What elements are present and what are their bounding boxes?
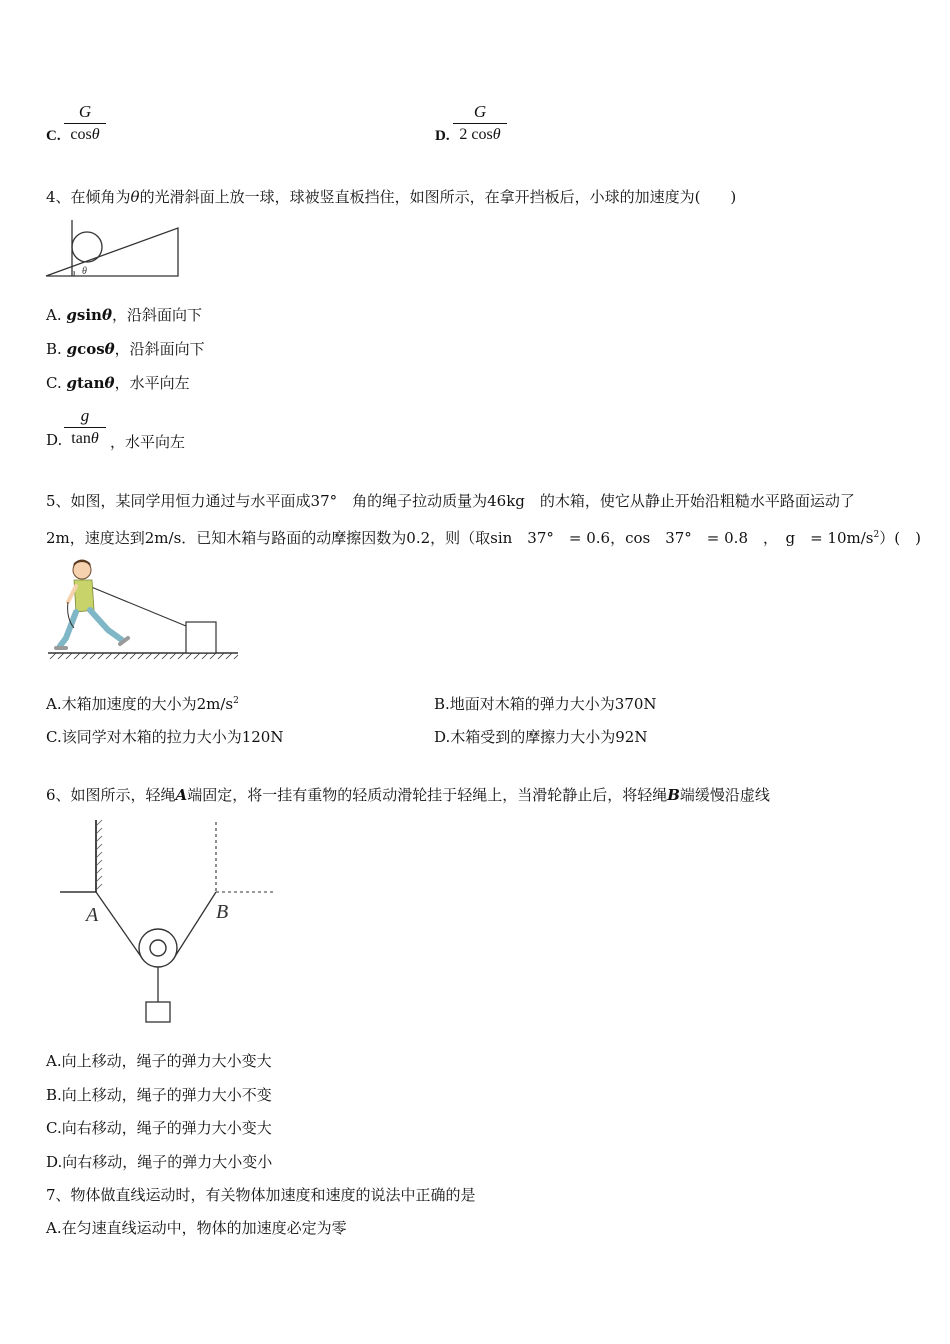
q6-stem [46, 784, 770, 805]
option-label: A. [46, 306, 67, 324]
q5-stem-line1: 5、如图，某同学用恒力通过与水平面成37° 角的绳子拉动质量为46kg 的木箱，使它从静止开始沿粗糙水平路面运动了 [46, 492, 855, 510]
q4-d-numerator: g [80, 406, 90, 425]
q3-c-denominator: cos [70, 126, 92, 143]
q5-option-d[interactable]: D.木箱受到的摩擦力大小为92N [434, 728, 648, 746]
q6-pulley-figure [58, 818, 280, 1028]
q6-option-a[interactable]: A.向上移动，绳子的弹力大小变大 [46, 1052, 272, 1070]
q4-stem-part1: 4、在倾角为 [46, 188, 131, 206]
q7-stem: 7、物体做直线运动时，有关物体加速度和速度的说法中正确的是 [46, 1186, 476, 1204]
option-text: ，沿斜面向下 [111, 306, 202, 324]
q6-stem-part3: 端缓慢沿虚线 [679, 786, 770, 804]
q3-option-d-label: D. [435, 128, 450, 144]
q6-option-c[interactable]: C.向右移动，绳子的弹力大小变大 [46, 1119, 272, 1137]
q6-stem-part2: 端固定，将一挂有重物的轻质动滑轮挂于轻绳上，当滑轮静止后，将轻绳 [187, 786, 668, 804]
q4-stem [46, 186, 736, 207]
label-A: A [175, 786, 188, 804]
math-fn: cos [77, 340, 105, 358]
q3-option-c-fraction [64, 102, 106, 145]
q6-stem-part1: 6、如图所示，轻绳 [46, 786, 176, 804]
math-g: g [66, 306, 77, 324]
q4-incline-figure [44, 216, 184, 280]
q5-option-a[interactable] [46, 693, 239, 714]
q7-option-a[interactable]: A.在匀速直线运动中，物体的加速度必定为零 [46, 1219, 347, 1237]
option-text: A.木箱加速度的大小为2m/s [46, 695, 234, 713]
q3-c-numerator: G [78, 102, 92, 121]
q4-stem-part2: 的光滑斜面上放一球，球被竖直板挡住，如图所示，在拿开挡板后，小球的加速度为( ) [139, 188, 737, 206]
theta-symbol: θ [104, 374, 115, 392]
q5-line2-end: ）( ) [879, 529, 921, 547]
q6-option-b[interactable]: B.向上移动，绳子的弹力大小不变 [46, 1086, 272, 1104]
math-fn: tan [76, 374, 105, 392]
math-fn: sin [76, 306, 102, 324]
q5-stem-line2 [46, 527, 921, 548]
q3-d-numerator: G [473, 102, 487, 121]
theta-symbol: θ [91, 126, 100, 143]
q3-d-denominator: 2 cos [459, 126, 493, 143]
theta-symbol: θ [101, 306, 112, 324]
q5-option-c[interactable]: C.该同学对木箱的拉力大小为120N [46, 728, 284, 746]
q3-option-c-label: C. [46, 128, 61, 144]
q4-option-a[interactable] [46, 304, 202, 325]
q4-option-d-fraction [64, 406, 106, 449]
option-text: ，水平向左 [114, 374, 190, 392]
q4-option-d-label[interactable]: D. [46, 431, 63, 449]
option-label: C. [46, 374, 67, 392]
theta-symbol: θ [492, 126, 501, 143]
q5-pulling-box-figure [46, 558, 241, 662]
label-B: B [667, 786, 680, 804]
superscript: 2 [873, 530, 880, 540]
math-g: g [66, 374, 77, 392]
superscript: 2 [233, 696, 239, 706]
q3-option-d-fraction [453, 102, 507, 145]
q4-option-d-text: ，水平向左 [110, 433, 186, 451]
theta-symbol: θ [130, 188, 140, 206]
option-label: B. [46, 340, 67, 358]
q6-figure-label-B: B [216, 901, 229, 923]
q5-line2-text: 2m，速度达到2m/s．已知木箱与路面的动摩擦因数为0.2，则（取sin 37° = 0.6，cos 37° = 0.8 ， g = 10m/s [46, 529, 874, 547]
q4-d-denominator: tan [71, 430, 91, 447]
q5-option-b[interactable]: B.地面对木箱的弹力大小为370N [434, 695, 657, 713]
q4-option-c[interactable] [46, 372, 190, 393]
q6-figure-label-A: A [86, 904, 99, 926]
option-text: ，沿斜面向下 [114, 340, 205, 358]
q6-option-d[interactable]: D.向右移动，绳子的弹力大小变小 [46, 1153, 273, 1171]
q4-option-b[interactable] [46, 338, 205, 359]
theta-symbol: θ [104, 340, 115, 358]
math-g: g [66, 340, 78, 358]
theta-symbol: θ [90, 430, 99, 447]
q4-figure-theta: θ [82, 266, 87, 277]
